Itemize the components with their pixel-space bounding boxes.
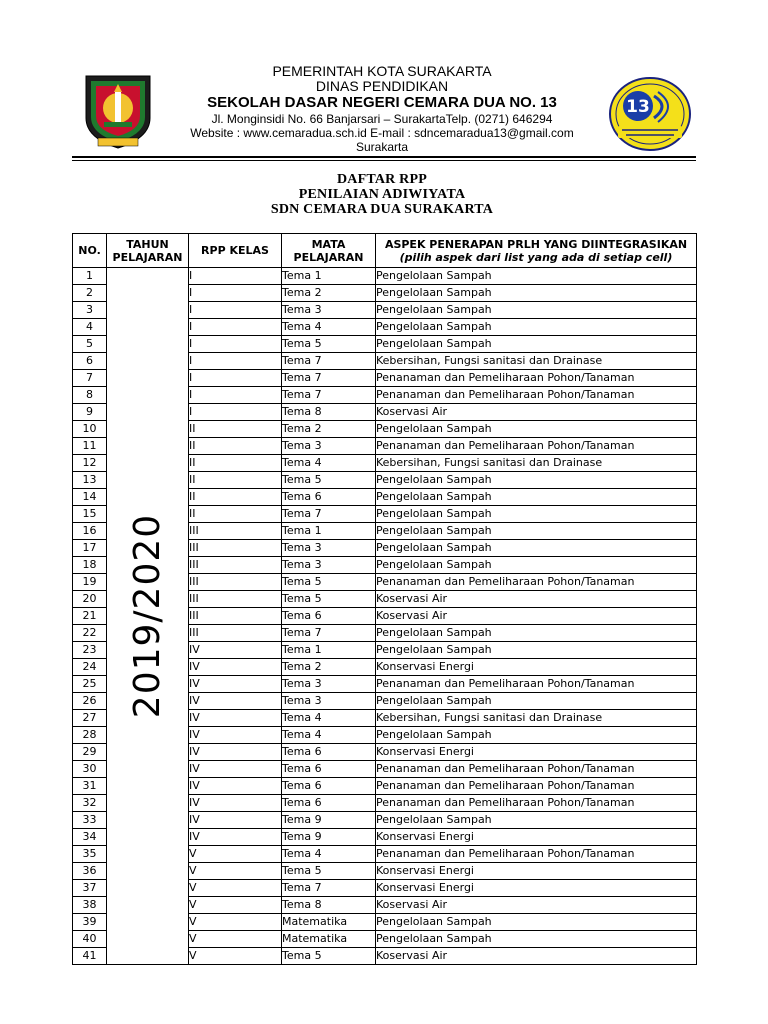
cell-rpp-kelas: IV [189, 676, 282, 693]
city-coat-of-arms-logo [82, 72, 154, 150]
letterhead-rule [72, 156, 696, 158]
cell-no: 16 [73, 523, 107, 540]
title-line-2: PENILAIAN ADIWIYATA [298, 187, 466, 202]
cell-mata-pelajaran: Tema 8 [282, 897, 376, 914]
cell-aspek: Pengelolaan Sampah [376, 727, 697, 744]
cell-aspek: Penanaman dan Pemeliharaan Pohon/Tanaman [376, 676, 697, 693]
cell-mata-pelajaran: Tema 8 [282, 404, 376, 421]
cell-mata-pelajaran: Tema 3 [282, 302, 376, 319]
cell-no: 38 [73, 897, 107, 914]
cell-no: 2 [73, 285, 107, 302]
cell-no: 22 [73, 625, 107, 642]
cell-rpp-kelas: II [189, 506, 282, 523]
cell-mata-pelajaran: Tema 9 [282, 812, 376, 829]
cell-no: 1 [73, 268, 107, 285]
cell-mata-pelajaran: Tema 2 [282, 421, 376, 438]
cell-aspek: Kebersihan, Fungsi sanitasi dan Drainase [376, 710, 697, 727]
cell-rpp-kelas: III [189, 540, 282, 557]
cell-aspek: Kebersihan, Fungsi sanitasi dan Drainase [376, 455, 697, 472]
cell-rpp-kelas: III [189, 625, 282, 642]
cell-no: 27 [73, 710, 107, 727]
cell-aspek: Pengelolaan Sampah [376, 472, 697, 489]
cell-rpp-kelas: IV [189, 778, 282, 795]
cell-rpp-kelas: III [189, 557, 282, 574]
school-logo [608, 76, 692, 152]
cell-aspek: Pengelolaan Sampah [376, 625, 697, 642]
cell-aspek: Pengelolaan Sampah [376, 540, 697, 557]
cell-rpp-kelas: I [189, 319, 282, 336]
header-tahun-pelajaran [107, 234, 189, 268]
cell-rpp-kelas: V [189, 948, 282, 965]
cell-no: 21 [73, 608, 107, 625]
cell-rpp-kelas: V [189, 880, 282, 897]
cell-rpp-kelas: V [189, 897, 282, 914]
cell-aspek: Koservasi Air [376, 897, 697, 914]
cell-aspek: Koservasi Air [376, 591, 697, 608]
cell-no: 9 [73, 404, 107, 421]
cell-rpp-kelas: III [189, 591, 282, 608]
header-mata-pelajaran [282, 234, 376, 268]
cell-rpp-kelas: V [189, 931, 282, 948]
cell-rpp-kelas: IV [189, 761, 282, 778]
cell-rpp-kelas: III [189, 608, 282, 625]
cell-aspek: Penanaman dan Pemeliharaan Pohon/Tanaman [376, 438, 697, 455]
cell-rpp-kelas: I [189, 370, 282, 387]
cell-aspek: Konservasi Energi [376, 659, 697, 676]
cell-rpp-kelas: I [189, 336, 282, 353]
cell-aspek: Konservasi Energi [376, 744, 697, 761]
letterhead-rule-thin [72, 160, 696, 161]
svg-text:13: 13 [626, 97, 650, 117]
cell-aspek: Pengelolaan Sampah [376, 812, 697, 829]
header-aspek-title: ASPEK PENERAPAN PRLH YANG DIINTEGRASIKAN [384, 237, 688, 251]
cell-no: 6 [73, 353, 107, 370]
government-name: PEMERINTAH KOTA SURAKARTA [272, 63, 492, 79]
cell-aspek: Koservasi Air [376, 948, 697, 965]
cell-no: 20 [73, 591, 107, 608]
title-line-1: DAFTAR RPP [336, 172, 427, 187]
cell-aspek: Pengelolaan Sampah [376, 693, 697, 710]
cell-no: 25 [73, 676, 107, 693]
cell-mata-pelajaran: Matematika [282, 914, 376, 931]
cell-mata-pelajaran: Tema 7 [282, 370, 376, 387]
cell-no: 37 [73, 880, 107, 897]
cell-mata-pelajaran: Tema 7 [282, 880, 376, 897]
cell-no: 18 [73, 557, 107, 574]
cell-mata-pelajaran: Tema 6 [282, 778, 376, 795]
cell-rpp-kelas: II [189, 472, 282, 489]
cell-mata-pelajaran: Tema 5 [282, 863, 376, 880]
cell-rpp-kelas: II [189, 455, 282, 472]
academic-year: 2019/2020 [126, 513, 168, 719]
cell-mata-pelajaran: Tema 4 [282, 319, 376, 336]
cell-mata-pelajaran: Tema 1 [282, 642, 376, 659]
cell-mata-pelajaran: Tema 4 [282, 727, 376, 744]
cell-no: 13 [73, 472, 107, 489]
cell-mata-pelajaran: Tema 9 [282, 829, 376, 846]
cell-no: 35 [73, 846, 107, 863]
cell-mata-pelajaran: Tema 5 [282, 574, 376, 591]
cell-aspek: Konservasi Energi [376, 863, 697, 880]
header-no: NO. [73, 234, 107, 268]
cell-no: 39 [73, 914, 107, 931]
cell-no: 30 [73, 761, 107, 778]
cell-mata-pelajaran: Tema 7 [282, 387, 376, 404]
letterhead [160, 64, 604, 154]
cell-mata-pelajaran: Tema 7 [282, 506, 376, 523]
cell-rpp-kelas: IV [189, 710, 282, 727]
cell-aspek: Penanaman dan Pemeliharaan Pohon/Tanaman [376, 574, 697, 591]
cell-rpp-kelas: I [189, 353, 282, 370]
cell-no: 17 [73, 540, 107, 557]
document-title [160, 172, 604, 217]
cell-mata-pelajaran: Tema 6 [282, 608, 376, 625]
table-header-row [73, 234, 697, 268]
title-line-3: SDN CEMARA DUA SURAKARTA [270, 202, 494, 217]
cell-aspek: Pengelolaan Sampah [376, 914, 697, 931]
cell-mata-pelajaran: Tema 4 [282, 846, 376, 863]
cell-aspek: Koservasi Air [376, 608, 697, 625]
cell-aspek: Koservasi Air [376, 404, 697, 421]
rpp-table [72, 233, 697, 965]
cell-no: 4 [73, 319, 107, 336]
cell-mata-pelajaran: Tema 1 [282, 268, 376, 285]
cell-rpp-kelas: III [189, 574, 282, 591]
cell-mata-pelajaran: Tema 5 [282, 336, 376, 353]
cell-aspek: Pengelolaan Sampah [376, 931, 697, 948]
header-mapel-line1: MATA [311, 237, 346, 251]
cell-aspek: Konservasi Energi [376, 880, 697, 897]
cell-aspek: Pengelolaan Sampah [376, 336, 697, 353]
department-name: DINAS PENDIDIKAN [315, 78, 449, 94]
cell-no: 5 [73, 336, 107, 353]
cell-rpp-kelas: II [189, 421, 282, 438]
cell-no: 7 [73, 370, 107, 387]
cell-mata-pelajaran: Tema 6 [282, 795, 376, 812]
cell-no: 12 [73, 455, 107, 472]
header-aspek-note: (pilih aspek dari list yang ada di setiap cell) [399, 250, 673, 264]
cell-no: 14 [73, 489, 107, 506]
cell-mata-pelajaran: Tema 3 [282, 557, 376, 574]
cell-aspek: Konservasi Energi [376, 829, 697, 846]
cell-aspek: Pengelolaan Sampah [376, 319, 697, 336]
cell-aspek: Penanaman dan Pemeliharaan Pohon/Tanaman [376, 795, 697, 812]
cell-mata-pelajaran: Tema 3 [282, 693, 376, 710]
cell-rpp-kelas: I [189, 285, 282, 302]
cell-rpp-kelas: IV [189, 642, 282, 659]
cell-no: 15 [73, 506, 107, 523]
cell-no: 26 [73, 693, 107, 710]
header-rpp-kelas: RPP KELAS [189, 234, 282, 268]
header-tahun-line2: PELAJARAN [112, 250, 183, 264]
cell-rpp-kelas: V [189, 914, 282, 931]
cell-no: 28 [73, 727, 107, 744]
cell-mata-pelajaran: Tema 2 [282, 659, 376, 676]
cell-aspek: Pengelolaan Sampah [376, 506, 697, 523]
cell-mata-pelajaran: Tema 1 [282, 523, 376, 540]
header-mapel-line2: PELAJARAN [293, 250, 364, 264]
header-aspek [376, 234, 697, 268]
header-tahun-line1: TAHUN [126, 237, 169, 251]
cell-rpp-kelas: IV [189, 795, 282, 812]
cell-mata-pelajaran: Tema 6 [282, 744, 376, 761]
cell-mata-pelajaran: Tema 5 [282, 591, 376, 608]
cell-aspek: Pengelolaan Sampah [376, 285, 697, 302]
school-name: SEKOLAH DASAR NEGERI CEMARA DUA NO. 13 [207, 94, 557, 111]
cell-aspek: Penanaman dan Pemeliharaan Pohon/Tanaman [376, 370, 697, 387]
cell-aspek: Pengelolaan Sampah [376, 302, 697, 319]
cell-rpp-kelas: I [189, 302, 282, 319]
cell-rpp-kelas: III [189, 523, 282, 540]
cell-rpp-kelas: II [189, 489, 282, 506]
cell-aspek: Penanaman dan Pemeliharaan Pohon/Tanaman [376, 778, 697, 795]
cell-aspek: Pengelolaan Sampah [376, 642, 697, 659]
cell-no: 40 [73, 931, 107, 948]
cell-rpp-kelas: IV [189, 812, 282, 829]
school-address: Jl. Monginsidi No. 66 Banjarsari – SurakartaTelp. (0271) 646294 [211, 112, 553, 126]
school-city: Surakarta [355, 140, 409, 154]
cell-rpp-kelas: I [189, 387, 282, 404]
cell-no: 29 [73, 744, 107, 761]
cell-rpp-kelas: IV [189, 659, 282, 676]
cell-no: 33 [73, 812, 107, 829]
cell-no: 11 [73, 438, 107, 455]
cell-aspek: Pengelolaan Sampah [376, 421, 697, 438]
cell-mata-pelajaran: Tema 3 [282, 540, 376, 557]
cell-no: 23 [73, 642, 107, 659]
cell-aspek: Pengelolaan Sampah [376, 489, 697, 506]
cell-rpp-kelas: I [189, 268, 282, 285]
cell-no: 24 [73, 659, 107, 676]
cell-no: 31 [73, 778, 107, 795]
cell-rpp-kelas: V [189, 846, 282, 863]
cell-tahun-pelajaran [107, 268, 189, 965]
cell-no: 36 [73, 863, 107, 880]
cell-aspek: Pengelolaan Sampah [376, 268, 697, 285]
cell-rpp-kelas: IV [189, 829, 282, 846]
cell-aspek: Pengelolaan Sampah [376, 557, 697, 574]
cell-rpp-kelas: II [189, 438, 282, 455]
cell-mata-pelajaran: Tema 3 [282, 676, 376, 693]
cell-mata-pelajaran: Tema 7 [282, 625, 376, 642]
cell-aspek: Penanaman dan Pemeliharaan Pohon/Tanaman [376, 761, 697, 778]
cell-rpp-kelas: IV [189, 727, 282, 744]
cell-no: 41 [73, 948, 107, 965]
cell-no: 10 [73, 421, 107, 438]
cell-rpp-kelas: IV [189, 693, 282, 710]
school-contact: Website : www.cemaradua.sch.id E-mail : sdncemaradua13@gmail.com [190, 126, 574, 140]
cell-mata-pelajaran: Tema 2 [282, 285, 376, 302]
cell-mata-pelajaran: Tema 4 [282, 710, 376, 727]
cell-aspek: Penanaman dan Pemeliharaan Pohon/Tanaman [376, 387, 697, 404]
cell-aspek: Kebersihan, Fungsi sanitasi dan Drainase [376, 353, 697, 370]
cell-no: 32 [73, 795, 107, 812]
table-body [73, 268, 697, 965]
cell-mata-pelajaran: Tema 3 [282, 438, 376, 455]
cell-no: 8 [73, 387, 107, 404]
cell-mata-pelajaran: Tema 4 [282, 455, 376, 472]
cell-rpp-kelas: IV [189, 744, 282, 761]
cell-aspek: Pengelolaan Sampah [376, 523, 697, 540]
cell-rpp-kelas: V [189, 863, 282, 880]
cell-mata-pelajaran: Tema 6 [282, 489, 376, 506]
cell-mata-pelajaran: Matematika [282, 931, 376, 948]
cell-mata-pelajaran: Tema 6 [282, 761, 376, 778]
cell-no: 34 [73, 829, 107, 846]
cell-no: 3 [73, 302, 107, 319]
cell-no: 19 [73, 574, 107, 591]
cell-mata-pelajaran: Tema 7 [282, 353, 376, 370]
cell-mata-pelajaran: Tema 5 [282, 472, 376, 489]
table-row [73, 268, 697, 285]
cell-mata-pelajaran: Tema 5 [282, 948, 376, 965]
cell-rpp-kelas: I [189, 404, 282, 421]
cell-aspek: Penanaman dan Pemeliharaan Pohon/Tanaman [376, 846, 697, 863]
